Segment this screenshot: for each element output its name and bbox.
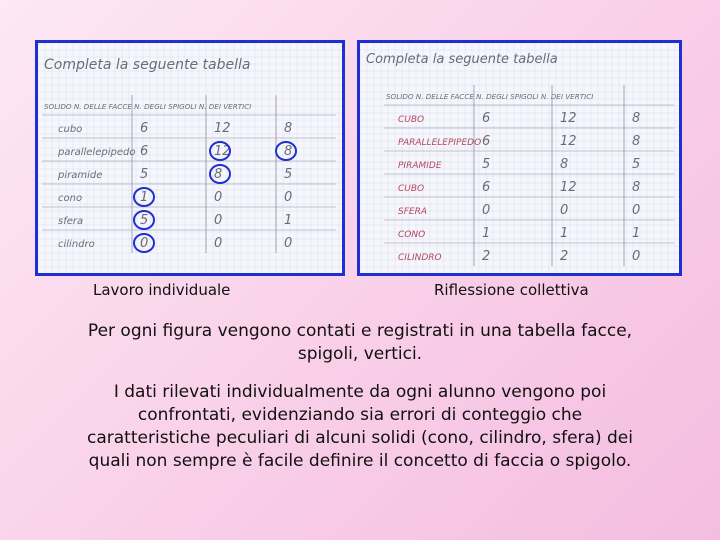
cell-value: 0 (284, 190, 293, 205)
cell-value: 8 (560, 157, 569, 172)
right-worksheet-svg (360, 43, 679, 273)
cell-value: 6 (140, 144, 149, 159)
table-header: SOLIDO N. DELLE FACCE N. DEGLI SPIGOLI N. DEI VERTICI (386, 92, 594, 101)
left-worksheet-svg (38, 43, 342, 273)
cell-value: 12 (214, 121, 231, 136)
right-handwriting-title: Completa la seguente tabella (366, 52, 558, 67)
cell-value: 5 (140, 167, 149, 182)
cell-value: 8 (632, 180, 641, 195)
cell-value: 0 (214, 236, 223, 251)
cell-value: 6 (482, 180, 491, 195)
cell-value: 1 (284, 213, 293, 228)
cell-value: 12 (560, 111, 577, 126)
cell-value: 0 (632, 203, 641, 218)
solid-name: CUBO (398, 184, 425, 194)
cell-value: 12 (560, 180, 577, 195)
solid-name: cilindro (58, 239, 95, 250)
cell-value: 1 (482, 226, 491, 241)
cell-value: 12 (214, 144, 231, 159)
cell-value: 5 (140, 213, 149, 228)
cell-value: 0 (140, 236, 149, 251)
left-table (42, 95, 336, 253)
solid-name: cubo (58, 124, 83, 135)
cell-value: 0 (482, 203, 491, 218)
solid-name: sfera (58, 216, 84, 227)
cell-value: 0 (560, 203, 569, 218)
solid-name: CUBO (398, 115, 425, 125)
cell-value: 8 (632, 111, 641, 126)
photo-individual-work (35, 40, 345, 276)
cell-value: 2 (560, 249, 569, 264)
cell-value: 1 (560, 226, 569, 241)
solid-name: PIRAMIDE (398, 161, 442, 171)
cell-value: 0 (284, 236, 293, 251)
cell-value: 0 (214, 190, 223, 205)
cell-value: 0 (632, 249, 641, 264)
cell-value: 6 (482, 111, 491, 126)
cell-value: 8 (284, 144, 293, 159)
solid-name: cono (58, 193, 83, 204)
solid-name: CONO (398, 230, 426, 240)
cell-value: 6 (482, 134, 491, 149)
cell-value: 6 (140, 121, 149, 136)
caption-left: Lavoro individuale (93, 281, 231, 299)
paragraph-explanation: I dati rilevati individualmente da ogni alunno vengono poi confrontati, evidenziando sia errori di conteggio che caratteristiche peculiari di alcuni solidi (cono, cilindro, sfera) dei quali non sempre è facile definire il concetto di faccia o spigolo. (87, 382, 633, 471)
solid-name: SFERA (398, 207, 427, 217)
cell-value: 8 (632, 134, 641, 149)
caption-right: Riflessione collettiva (434, 281, 589, 299)
cell-value: 5 (284, 167, 293, 182)
cell-value: 8 (284, 121, 293, 136)
cell-value: 5 (632, 157, 641, 172)
cell-value: 2 (482, 249, 491, 264)
cell-value: 0 (214, 213, 223, 228)
cell-value: 1 (140, 190, 149, 205)
solid-name: parallelepipedo (58, 147, 136, 158)
cell-value: 12 (560, 134, 577, 149)
left-handwriting-title: Completa la seguente tabella (44, 57, 251, 73)
cell-value: 1 (632, 226, 641, 241)
table-header: SOLIDO N. DELLE FACCE N. DEGLI SPIGOLI N. DEI VERTICI (44, 102, 252, 111)
cell-value: 8 (214, 167, 223, 182)
paragraph-intro: Per ogni figura vengono contati e registrati in una tabella facce, spigoli, vertici. (87, 321, 633, 364)
solid-name: PARALLELEPIPEDO (398, 138, 482, 148)
solid-name: CILINDRO (398, 253, 442, 263)
photo-collective-reflection (357, 40, 682, 276)
cell-value: 5 (482, 157, 491, 172)
solid-name: piramide (58, 170, 103, 181)
